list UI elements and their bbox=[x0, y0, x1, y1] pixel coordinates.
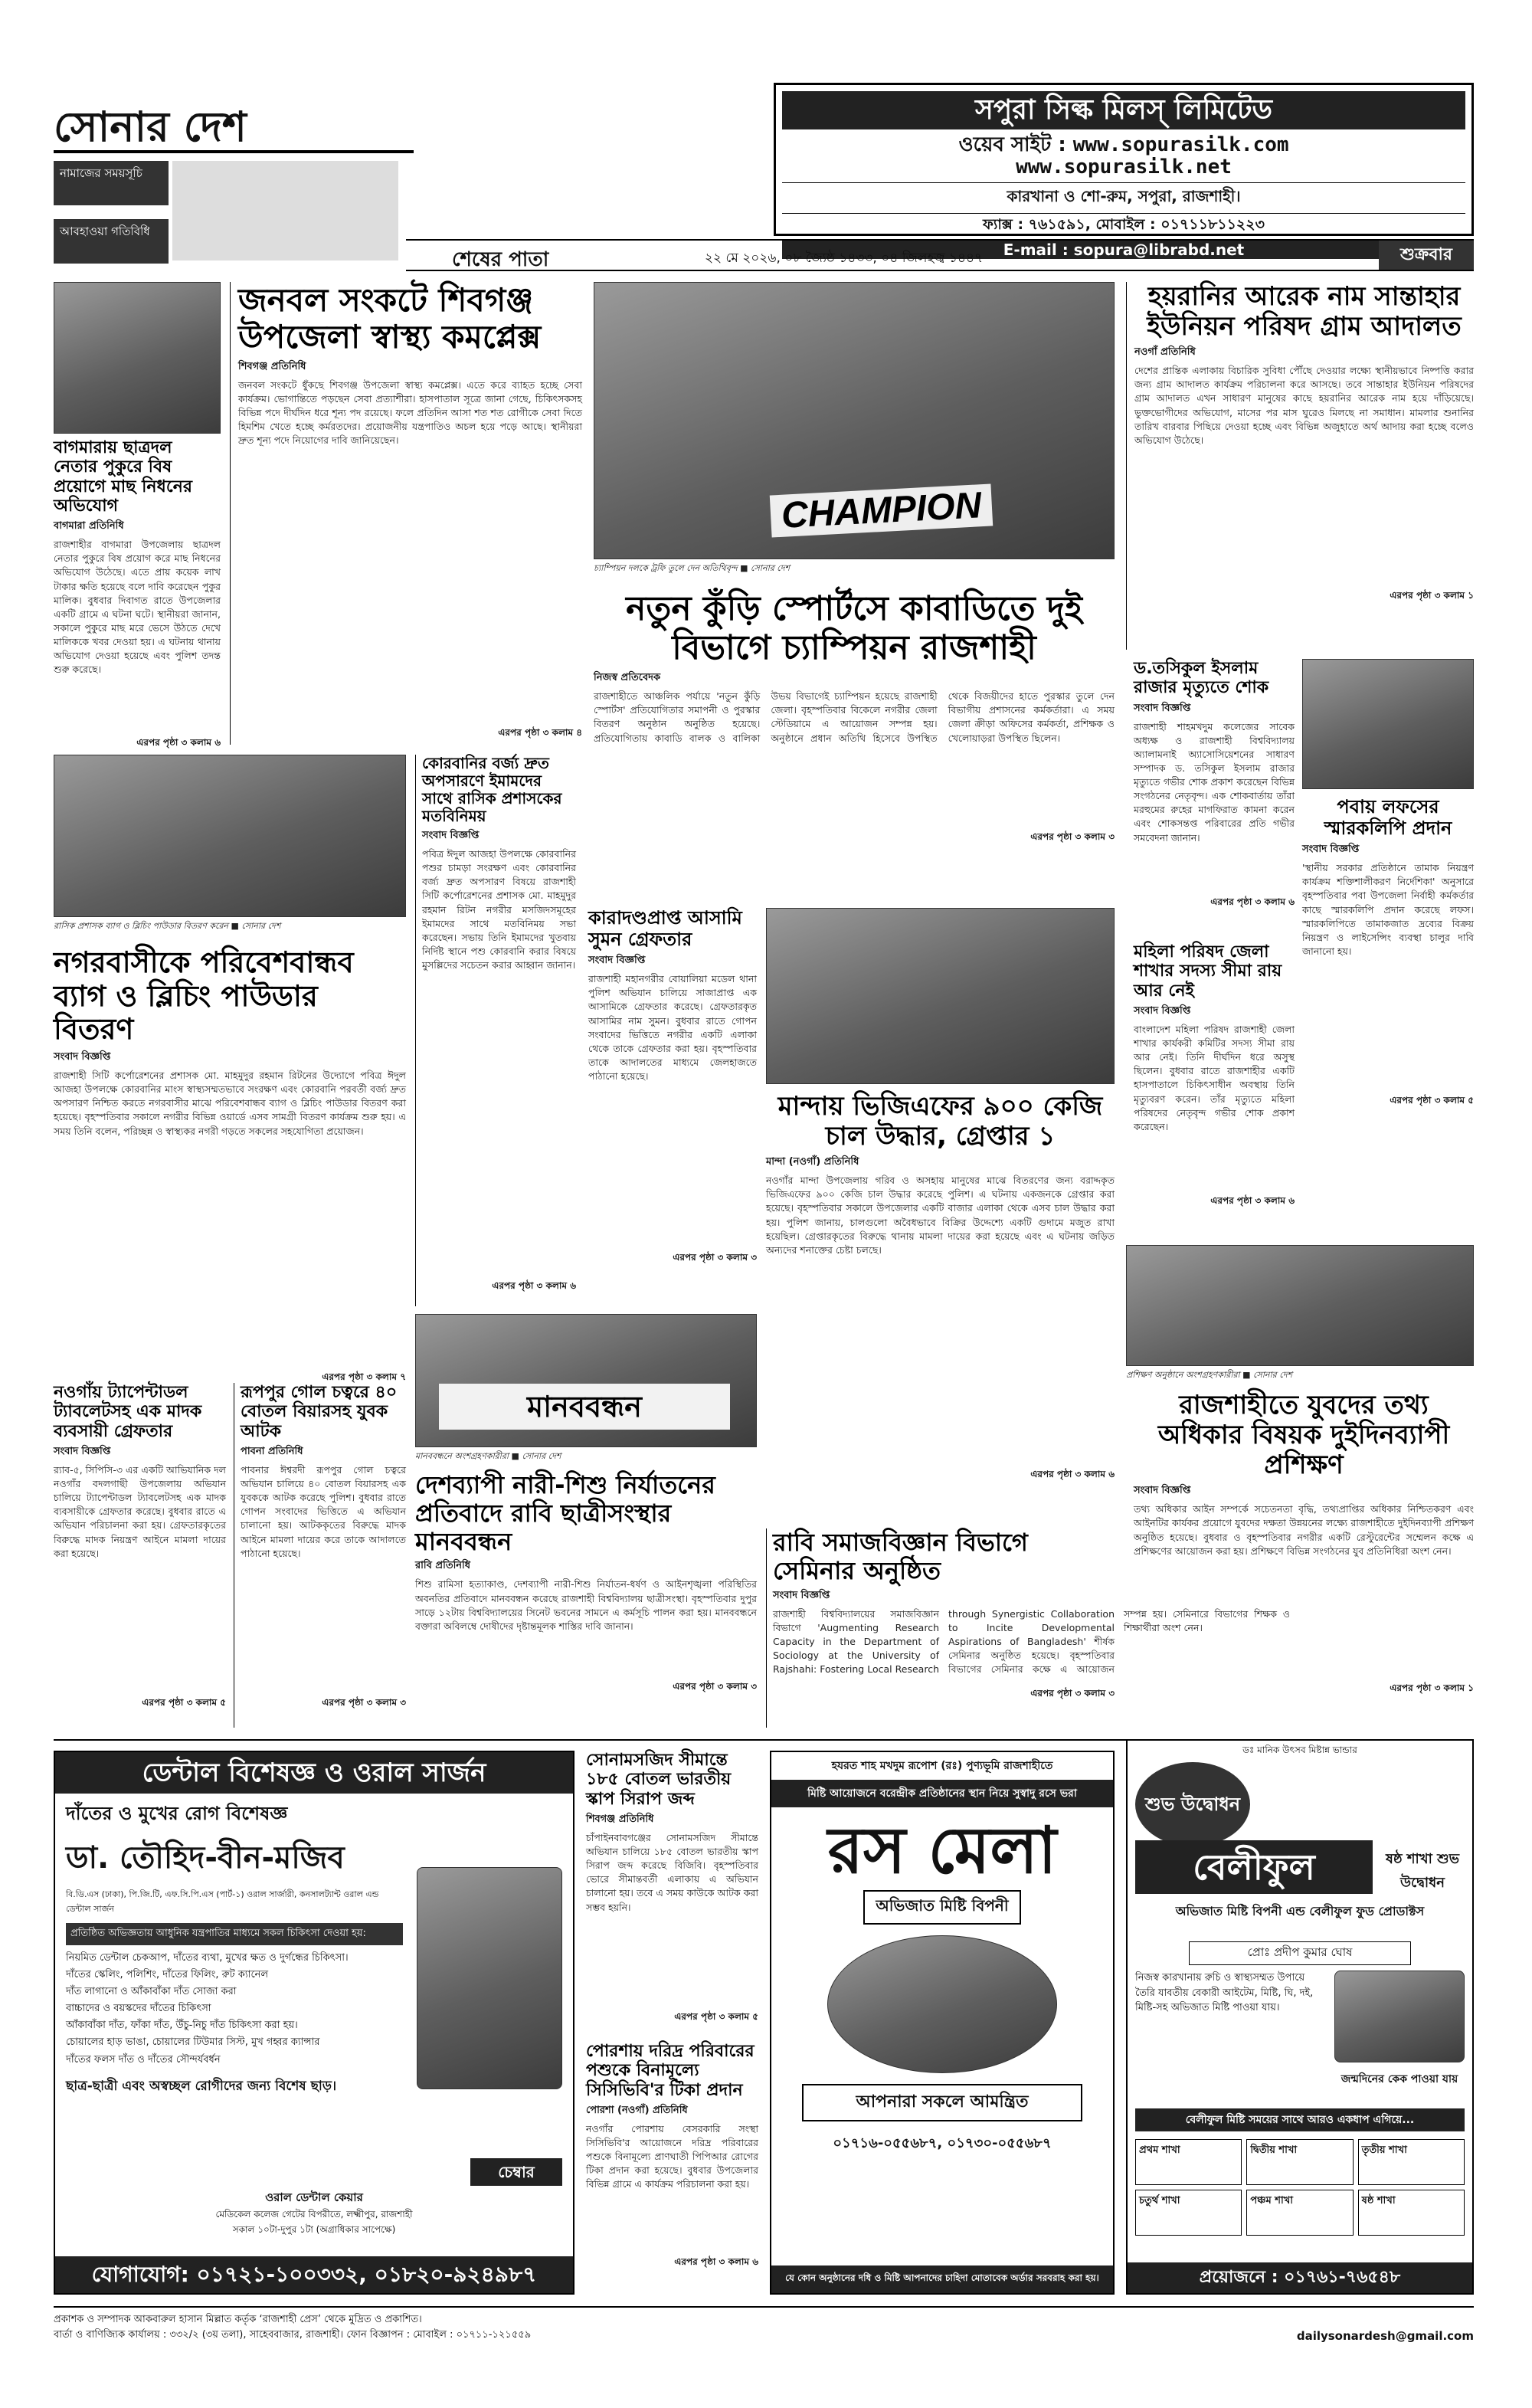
main-photo-block bbox=[594, 282, 1115, 579]
rice-sacks-photo bbox=[766, 908, 1115, 1084]
continued[interactable]: এরপর পৃষ্ঠা ৩ কলাম ৫ bbox=[674, 2010, 758, 2022]
story-kabaddi bbox=[594, 590, 1115, 896]
headline[interactable]: হয়রানির আরেক নাম সান্তাহার ইউনিয়ন পরিষদ গ্রাম আদালত bbox=[1147, 281, 1462, 342]
champion-banner: CHAMPION bbox=[770, 483, 994, 537]
service-item: দাঁতের ফলস দাঁত ও দাঁতের সৌন্দর্যবর্ধন bbox=[66, 2053, 221, 2066]
footer-email[interactable]: dailysonardesh@gmail.com bbox=[1296, 2328, 1474, 2343]
body: নওগাঁর পোরশায় বেসরকারি সংস্থা সিসিভিবি'র আয়োজনে দরিদ্র পরিবারের পশুকে বিনামূল্যে প্রাণঘাতী পিপিআর রোগের টিকা প্রদান করা হয়েছে। বুধবার উপজেলার বিভিন্ন গ্রামে এ কার্যক্রম পরিচালনা করা হয়। bbox=[586, 2122, 758, 2190]
body: 'স্থানীয় সরকার প্রতিষ্ঠানে তামাক নিয়ন্ত্রণ কার্যক্রম শক্তিশালীকরণ নির্দেশিকা' অনুসারে বৃহস্পতিবার পবা উপজেলা নির্বাহী কর্মকর্তার কাছে স্মারকলিপি প্রদান করেছে লফস। স্মারকলিপিতে তামাকজাত দ্রব্যের বিক্রয় নিয়ন্ত্রণ ও লাইসেন্সিং ব্যবস্থা চালুর দাবি জানানো হয়। bbox=[1302, 862, 1474, 957]
footer-line1: প্রকাশক ও সম্পাদক আকবারুল হাসান মিল্লাত কর্তৃক ‘রাজশাহী প্রেস’ থেকে মুদ্রিত ও প্রকাশিত। bbox=[54, 2314, 422, 2325]
services-list bbox=[66, 1950, 403, 2069]
body: রাজশাহীর বাগমারা উপজেলায় ছাত্রদল নেতার পুকুরে বিষ প্রয়োগ করে মাছ নিধনের অভিযোগ উঠেছে। এতে প্রায় কয়েক লাখ টাকার ক্ষতি হয়েছে বলে দাবি করেছেন পুকুর মালিক। বুধবার দিবাগত রাতে উপজেলার একটি গ্রামে এ ঘটনা ঘটে। স্থানীয়রা জানান, সকালে পুকুরে মাছ মরে ভেসে উঠতে দেখে মালিককে খবর দেওয়া হয়। এ ঘটনায় থানায় অভিযোগ দেওয়া হয়েছে এবং পুলিশ তদন্ত শুরু করেছে। bbox=[54, 539, 221, 676]
story-bagmara bbox=[54, 438, 221, 749]
byline: সংবাদ বিজ্ঞপ্তি bbox=[54, 1051, 111, 1063]
ad-email[interactable]: E-mail : sopura@librabd.net bbox=[782, 241, 1465, 259]
byline: সংবাদ বিজ্ঞপ্তি bbox=[773, 1589, 830, 1601]
photo-caption: প্রশিক্ষণ অনুষ্ঠানে অংশগ্রহণকারীরা ■ সোনার দেশ bbox=[1126, 1370, 1292, 1380]
service-item: চোয়ালের হাড় ভাঙা, চোয়ালের টিউমার সিস্ট, মুখ গহ্বর ক্যান্সার bbox=[66, 2036, 320, 2049]
body: নওগাঁর মান্দা উপজেলায় গরিব ও অসহায় মানুষের মাঝে বিতরণের জন্য বরাদ্দকৃত ভিজিএফের ৯০০ কেজি চাল উদ্ধার করেছে পুলিশ। এ ঘটনায় একজনকে গ্রেপ্তার করা হয়েছে। বৃহস্পতিবার সকালে উপজেলার একটি বাজার এলাকা থেকে এসব চাল উদ্ধার করা হয়। পুলিশ জানায়, চালগুলো অবৈধভাবে বিক্রির উদ্দেশ্যে একটি গুদামে মজুত রাখা হয়েছিল। গ্রেপ্তারকৃতের বিরুদ্ধে থানায় মামলা দায়ের করা হয়েছে এবং এ ঘটনায় জড়িত অন্যদের শনাক্তের চেষ্টা চলছে। bbox=[766, 1175, 1115, 1256]
continued[interactable]: এরপর পৃষ্ঠা ৩ কলাম ৩ bbox=[322, 1696, 406, 1708]
body: র‍্যাব-৫, সিপিসি-৩ এর একটি আভিযানিক দল নওগাঁর বদলগাছী উপজেলায় অভিযান চালিয়ে ট্যাপেন্টাডল ট্যাবলেটসহ এক মাদক ব্যবসায়ীকে গ্রেফতার করেছে। বুধবার রাতে এ অভিযান পরিচালনা করা হয়। গ্রেফতারকৃতের বিরুদ্ধে মাদক নিয়ন্ত্রণ আইনে মামলা দায়ের করা হয়েছে। bbox=[54, 1463, 226, 1559]
champion-team-photo bbox=[594, 282, 1115, 559]
section-bar bbox=[406, 239, 1474, 271]
body: রাজশাহী সিটি কর্পোরেশনের প্রশাসক মো. মাহমুদুর রহমান রিটনের উদ্যোগে পবিত্র ঈদুল আজহা উপলক্ষে কোরবানির মাংস স্বাস্থ্যসম্মতভাবে সংরক্ষণ এবং কোরবানি পরবর্তী বর্জ্য দ্রুত অপসারণ নিশ্চিত করতে নগরবাসীর মাঝে পরিবেশবান্ধব ব্যাগ ও ব্লিচিং পাউডার বিতরণ করা হয়েছে। বৃহস্পতিবার সকালে নগরীর বিভিন্ন ওয়ার্ডে এসব সামগ্রী বিতরণ কার্যক্রম শুরু হয়। এ সময় তিনি বলেন, পরিচ্ছন্ন ও স্বাস্থ্যকর নগরী গড়তে সকলের সহযোগিতা প্রয়োজন। bbox=[54, 1070, 406, 1137]
body: তথ্য অধিকার আইন সম্পর্কে সচেতনতা বৃদ্ধি, তথ্যপ্রাপ্তির অধিকার নিশ্চিতকরণ এবং আইনটির কার্যকর প্রয়োগে যুবদের দক্ষতা উন্নয়নের লক্ষ্যে রাজশাহীতে দুইদিনব্যাপী প্রশিক্ষণ অনুষ্ঠিত হয়েছে। বুধবার ও বৃহস্পতিবার নগরীর একটি রেস্টুরেন্টের সম্মেলন কক্ষে এ প্রশিক্ষণের আয়োজন করা হয়। প্রশিক্ষণে বিভিন্ন সংগঠনের যুব প্রতিনিধিরা অংশ নেন। bbox=[1134, 1503, 1474, 1557]
belifool-ad bbox=[1126, 1739, 1474, 2295]
beli-tag: বেলীফুল মিষ্টি সময়ের সাথে আরও একধাপ এগিয়ে... bbox=[1135, 2108, 1465, 2131]
newspaper-logo: সোনার দেশ bbox=[54, 100, 414, 153]
body: পবিত্র ঈদুল আজহা উপলক্ষে কোরবানির পশুর চামড়া সংরক্ষণ এবং কোরবানির বর্জ্য দ্রুত অপসারণ বিষয়ে রাজশাহী সিটি কর্পোরেশনের প্রশাসক মো. মাহমুদুর রহমান রিটন নগরীর মসজিদসমূহের ইমামদের সাথে মতবিনিময় সভা করেছেন। সভায় তিনি ইমামদের খুতবায় নির্দিষ্ট স্থানে পশু কোরবানি করার বিষয়ে মুসল্লিদের সচেতন করার আহ্বান জানান। bbox=[422, 848, 576, 971]
rosh-bottom: যে কোন অনুষ্ঠানের দধি ও মিষ্টি আপনাদের চাহিদা মোতাবেক অর্ডার সরবরাহ করা হয়। bbox=[771, 2265, 1113, 2293]
ad-contact: ফ্যাক্স : ৭৬১৫৯১, মোবাইল : ০১৭১১৮১১২২৩ bbox=[782, 213, 1465, 238]
rosh-top: হযরত শাহ মখদুম রূপোশ (রঃ) পুণ্যভূমি রাজশাহীতে bbox=[831, 1760, 1053, 1772]
headline[interactable]: মান্দায় ভিজিএফের ৯০০ কেজি চাল উদ্ধার, গ্রেপ্তার ১ bbox=[777, 1091, 1103, 1152]
footer bbox=[54, 2306, 1474, 2352]
continued[interactable]: এরপর পৃষ্ঠা ৩ কলাম ৬ bbox=[492, 1280, 576, 1291]
body: দেশের প্রান্তিক এলাকায় বিচারিক সুবিধা পৌঁছে দেওয়ার লক্ষ্যে স্থানীয়ভাবে নিষ্পত্তি করার জন্য গ্রাম আদালত কার্যক্রম পরিচালনা করে আসছে। তবে সান্তাহার ইউনিয়ন পরিষদের গ্রাম আদালত এখন সাধারণ মানুষের কাছে হয়রানির আরেক নাম হয়ে দাঁড়িয়েছে। ভুক্তভোগীদের অভিযোগ, মাসের পর মাস ঘুরেও মিলছে না সমাধান। মামলার শুনানির তারিখ বারবার পিছিয়ে দেওয়া হচ্ছে এবং বিভিন্ন অজুহাতে অর্থ আদায় করা হচ্ছে বলেও অভিযোগ উঠেছে। bbox=[1134, 365, 1474, 446]
byline: নওগাঁ প্রতিনিধি bbox=[1134, 346, 1196, 359]
branch-3: তৃতীয় শাখা bbox=[1358, 2139, 1465, 2185]
service-item: দাঁত লাগানো ও আঁকাবাঁকা দাঁত সোজা করা bbox=[66, 1986, 237, 1998]
continued[interactable]: এরপর পৃষ্ঠা ৩ কলাম ৫ bbox=[142, 1696, 226, 1708]
beli-phone[interactable]: প্রয়োজনে : ০১৭৬১-৭৬৫৪৮ bbox=[1128, 2262, 1472, 2293]
branch-2: দ্বিতীয় শাখা bbox=[1246, 2139, 1353, 2185]
story-porsha-vaccine bbox=[586, 2042, 758, 2295]
service-item: বাচ্চাদের ও বয়স্কদের দাঁতের চিকিৎসা bbox=[66, 2003, 211, 2015]
chamber-label: চেম্বার bbox=[470, 2158, 562, 2186]
continued[interactable]: এরপর পৃষ্ঠা ৩ কলাম ৩ bbox=[1030, 831, 1115, 843]
continued[interactable]: এরপর পৃষ্ঠা ৩ কলাম ১ bbox=[1390, 1682, 1474, 1694]
left-photo-block bbox=[54, 755, 406, 939]
continued[interactable]: এরপর পৃষ্ঠা ৩ কলাম ৩ bbox=[673, 1252, 757, 1263]
beli-badge: শুভ উদ্বোধন bbox=[1135, 1762, 1250, 1846]
photo-caption: চ্যাম্পিয়ন দলকে ট্রফি তুলে দেন অতিথিবৃন্দ ■ সোনার দেশ bbox=[594, 563, 791, 573]
ad-company-name: সপুরা সিল্ক মিলস্ লিমিটেড bbox=[782, 91, 1465, 129]
story-sonamasjid bbox=[586, 1751, 758, 2034]
photo-caption: রাসিক প্রশাসক ব্যাগ ও ব্লিচিং পাউডার বিতরণ করেন ■ সোনার দেশ bbox=[54, 921, 281, 931]
byline: পাবনা প্রতিনিধি bbox=[241, 1445, 303, 1457]
headline[interactable]: পবায় লফসের স্মারকলিপি প্রদান bbox=[1324, 796, 1452, 839]
byline: সংবাদ বিজ্ঞপ্তি bbox=[1134, 1485, 1191, 1497]
rosh-invite: আপনারা সকলে আমন্ত্রিত bbox=[802, 2084, 1082, 2121]
byline: সংবাদ বিজ্ঞপ্তি bbox=[422, 830, 480, 841]
doctor-name: ডা. তৌহিদ-বীন-মজিব bbox=[66, 1840, 345, 1876]
continued[interactable]: এরপর পৃষ্ঠা ৩ কলাম ১ bbox=[1390, 590, 1474, 601]
byline: রাবি প্রতিনিধি bbox=[415, 1560, 471, 1572]
story-vgf-rice bbox=[766, 1092, 1115, 1521]
memorandum-photo bbox=[1302, 659, 1474, 789]
rosh-name: রস মেলা bbox=[827, 1813, 1057, 1888]
issue-date: ২২ মে ২০২৬, ০৮ জ্যৈষ্ঠ ১৪৩৩, ০৪ জিলহজ্ব ১৪৪৭ bbox=[705, 251, 984, 266]
footer-line2: বার্তা ও বাণিজ্যিক কার্যালয় : ৩৩২/২ (৩য় তলা), সাহেববাজার, রাজশাহী। ফোন বিজ্ঞাপন : মোবাইল : ০১৭১১-১২১৫৫৯ bbox=[54, 2328, 532, 2341]
headline[interactable]: কারাদণ্ডপ্রাপ্ত আসামি সুমন গ্রেফতার bbox=[588, 907, 742, 950]
service-item: দাঁতের স্কেলিং, পলিশিং, দাঁতের ফিলিং, রুট ক্যানেল bbox=[66, 1969, 269, 1981]
bag-distribution-photo bbox=[54, 755, 406, 917]
discount-note: ছাত্র-ছাত্রী এবং অস্বচ্ছল রোগীদের জন্য বিশেষ ছাড়। bbox=[66, 2078, 337, 2094]
headline[interactable]: নগরবাসীকে পরিবেশবান্ধব ব্যাগ ও ব্লিচিং পাউডার বিতরণ bbox=[54, 945, 354, 1047]
tooth-image bbox=[417, 1867, 562, 2089]
headline[interactable]: দেশব্যাপী নারী-শিশু নির্যাতনের প্রতিবাদে রাবি ছাত্রীসংস্থার মানববন্ধন bbox=[415, 1470, 715, 1556]
beli-branch: ষষ্ঠ শাখা শুভ উদ্বোধন bbox=[1385, 1851, 1459, 1891]
human-chain-photo bbox=[415, 1314, 757, 1447]
doctor-quals: বি.ডি.এস (ঢাকা), পি.জি.টি, এফ.সি.পি.এস (পার্ট-১) ওরাল সার্জারী, কনসালট্যান্ট ওরাল এন্ড ডেন্টাল সার্জন bbox=[66, 1889, 379, 1914]
story-suman-arrest bbox=[588, 908, 757, 1306]
story-rooppur-beer bbox=[234, 1383, 406, 1728]
continued[interactable]: এরপর পৃষ্ঠা ৩ কলাম ৬ bbox=[1210, 896, 1295, 907]
clinic-address: মেডিকেল কলেজ গেটের বিপরীতে, লক্ষ্মীপুর, রাজশাহী bbox=[215, 2209, 413, 2220]
body: জনবল সংকটে ধুঁকছে শিবগঞ্জ উপজেলা স্বাস্থ্য কমপ্লেক্স। এতে করে ব্যাহত হচ্ছে সেবা কার্যক্রম। ভোগান্তিতে পড়ছেন সেবা প্রত্যাশীরা। হাসপাতাল সূত্রে জানা গেছে, চিকিৎসকসহ বিভিন্ন পদে দীর্ঘদিন ধরে শূন্য পদ রয়েছে। ফলে প্রতিদিন আসা শত শত রোগীকে সেবা দিতে হিমশিম খেতে হচ্ছে কর্মরতদের। প্রয়োজনীয় যন্ত্রপাতিও অচল হয়ে পড়ে আছে। স্থানীয়রা দ্রুত শূন্য পদে নিয়োগের দাবি জানিয়েছেন। bbox=[238, 378, 582, 447]
continued[interactable]: এরপর পৃষ্ঠা ৩ কলাম ৬ bbox=[674, 2256, 758, 2267]
continued[interactable]: এরপর পৃষ্ঠা ৩ কলাম ৭ bbox=[322, 1371, 406, 1383]
beli-prop: প্রোঃ প্রদীপ কুমার ঘোষ bbox=[1189, 1941, 1411, 1965]
body: বাংলাদেশ মহিলা পরিষদ রাজশাহী জেলা শাখার কার্যকরী কমিটির সদস্য সীমা রায় আর নেই। তিনি দীর্ঘদিন ধরে অসুস্থ ছিলেন। বুধবার রাতে রাজশাহীর একটি হাসপাতালে চিকিৎসাধীন অবস্থায় তিনি মৃত্যুবরণ করেন। তাঁর মৃত্যুতে মহিলা পরিষদের নেতৃবৃন্দ গভীর শোক প্রকাশ করেছেন। bbox=[1134, 1023, 1295, 1132]
human-chain-photo-block bbox=[415, 1314, 757, 1466]
sweets-photo bbox=[827, 1935, 1057, 2073]
story-sociology-seminar bbox=[766, 1528, 1290, 1728]
section-title: শেষের পাতা bbox=[452, 248, 549, 271]
clinic-name: ওরাল ডেন্টাল কেয়ার bbox=[265, 2190, 363, 2204]
continued[interactable]: এরপর পৃষ্ঠা ৩ কলাম ৫ bbox=[1390, 1095, 1474, 1106]
service-item: নিয়মিত ডেন্টাল চেকআপ, দাঁতের ব্যথা, মুখের ক্ষত ও দুর্গন্ধের চিকিৎসা। bbox=[66, 1952, 349, 1964]
branch-grid bbox=[1135, 2139, 1465, 2236]
ad-web2[interactable]: www.sopurasilk.net bbox=[1016, 155, 1232, 179]
headline[interactable]: সোনামসজিদ সীমান্তে ১৮৫ বোতল ভারতীয় স্কাপ সিরাপ জব্দ bbox=[586, 1751, 732, 1809]
story-santahar bbox=[1126, 282, 1474, 650]
continued[interactable]: এরপর পৃষ্ঠা ৩ কলাম ৬ bbox=[1210, 1194, 1295, 1206]
story-sima-roy bbox=[1126, 942, 1295, 1233]
rosh-phones[interactable]: ০১৭১৬-০৫৫৬৮৭, ০১৭৩০-০৫৫৬৮৭ bbox=[833, 2135, 1052, 2152]
story-lofs bbox=[1302, 797, 1474, 1134]
body: রাজশাহী শাহমখদুম কলেজের সাবেক অধ্যক্ষ ও রাজশাহী বিশ্ববিদ্যালয় অ্যালামনাই অ্যাসোসিয়েশনের সাধারণ সম্পাদক ড. তসিকুল ইসলাম রাজার মৃত্যুতে গভীর শোক প্রকাশ করেছেন বিভিন্ন সংগঠনের নেতৃবৃন্দ। এক শোকবার্তায় তাঁরা মরহুমের রুহের মাগফিরাত কামনা করেন এবং শোকসন্তপ্ত পরিবারের প্রতি গভীর সমবেদনা জানান। bbox=[1134, 720, 1295, 844]
dental-header: ডেন্টাল বিশেষজ্ঞ ও ওরাল সার্জন bbox=[55, 1752, 573, 1794]
story-rabi-protest bbox=[415, 1471, 757, 1728]
body: শিশু রামিসা হত্যাকাণ্ড, দেশব্যাপী নারী-শিশু নির্যাতন-ধর্ষণ ও আইনশৃঙ্খলা পরিস্থিতির অবনতির প্রতিবাদে মানববন্ধন করেছে রাজশাহী বিশ্ববিদ্যালয় ছাত্রীসংস্থা। বৃহস্পতিবার দুপুর সাড়ে ১২টায় বিশ্ববিদ্যালয়ের সিনেট ভবনের সামনে এ কর্মসূচি পালন করা হয়। মানববন্ধনে বক্তারা অবিলম্বে দোষীদের দৃষ্টান্তমূলক শাস্তির দাবি জানান। bbox=[415, 1578, 757, 1632]
branch-4: চতুর্থ শাখা bbox=[1135, 2190, 1242, 2236]
beli-cake: জন্মদিনের কেক পাওয়া যায় bbox=[1340, 2073, 1458, 2085]
ad-web-label: ওয়েব সাইট : bbox=[958, 133, 1066, 156]
byline: সংবাদ বিজ্ঞপ্তি bbox=[1134, 1004, 1191, 1017]
headline[interactable]: পোরশায় দরিদ্র পরিবারের পশুকে বিনামূল্যে সিসিভিবি'র টিকা প্রদান bbox=[586, 2042, 755, 2100]
human-chain-banner: মানববন্ধন bbox=[439, 1384, 730, 1430]
byline: সংবাদ বিজ্ঞপ্তি bbox=[588, 955, 646, 967]
byline: বাগমারা প্রতিনিধি bbox=[54, 520, 124, 532]
ad-factory: কারখানা ও শো-রুম, সপুরা, রাজশাহী। bbox=[782, 182, 1465, 211]
story-rti-training bbox=[1126, 1391, 1474, 1728]
dental-contact[interactable]: যোগাযোগ: ০১৭২১-১০০৩৩২, ০১৮২০-৯২৪৯৮৭ bbox=[55, 2256, 573, 2293]
fish-photo bbox=[54, 282, 221, 434]
services-banner: প্রতিষ্ঠিত অভিজ্ঞতায় আধুনিক যন্ত্রপাতির মাধ্যমে সকল চিকিৎসা দেওয়া হয়: bbox=[66, 1923, 403, 1945]
headline[interactable]: কোরবানির বর্জ্য দ্রুত অপসারণে ইমামদের সাথে রাসিক প্রশাসকের মতবিনিময় bbox=[422, 754, 562, 825]
continued[interactable]: এরপর পৃষ্ঠা ৩ কলাম ৬ bbox=[136, 737, 221, 749]
beli-name: বেলীফুল bbox=[1135, 1840, 1373, 1894]
byline: মান্দা (নওগাঁ) প্রতিনিধি bbox=[766, 1156, 859, 1168]
menu-weather[interactable]: আবহাওয়া গতিবিধি bbox=[54, 219, 169, 264]
byline: শিবগঞ্জ প্রতিনিধি bbox=[238, 360, 306, 372]
headline[interactable]: ড.তসিকুল ইসলাম রাজার মৃত্যুতে শোক bbox=[1134, 659, 1269, 698]
headline[interactable]: রূপপুর গোল চত্বরে ৪০ বোতল বিয়ারসহ যুবক আটক bbox=[241, 1383, 398, 1441]
byline: সংবাদ বিজ্ঞপ্তি bbox=[1134, 702, 1191, 714]
byline: পোরশা (নওগাঁ) প্রতিনিধি bbox=[586, 2104, 688, 2116]
headline[interactable]: জনবল সংকটে শিবগঞ্জ উপজেলা স্বাস্থ্য কমপ্লেক্স bbox=[238, 281, 542, 356]
byline: শিবগঞ্জ প্রতিনিধি bbox=[586, 1813, 654, 1825]
byline: নিজস্ব প্রতিবেদক bbox=[594, 672, 661, 684]
beli-desc: নিজস্ব কারখানায় রুচি ও স্বাস্থ্যসম্মত উপায়ে তৈরি যাবতীয় বেকারী আইটেম, মিষ্টি, ঘি, দই, মিষ্টি-সহ অভিজাত মিষ্টি পাওয়া যায়। bbox=[1135, 1972, 1314, 2013]
body: রাজশাহী বিশ্ববিদ্যালয়ের সমাজবিজ্ঞান বিভাগে 'Augmenting Research Capacity in the Department of Sociology at the University of Rajshahi: Fostering Local Research through Synergistic Collaboration to Incite Developmental Aspirations of Bangladesh' শীর্ষক সেমিনার অনুষ্ঠিত হয়েছে। বৃহস্পতিবার বিভাগের সেমিনার কক্ষে এ আয়োজন সম্পন্ন হয়। সেমিনারে বিভাগের শিক্ষক ও শিক্ষার্থীরা অংশ নেন। bbox=[773, 1607, 1290, 1676]
headline[interactable]: রাজশাহীতে যুবদের তথ্য অধিকার বিষয়ক দুইদিনব্যাপী প্রশিক্ষণ bbox=[1157, 1390, 1450, 1481]
headline[interactable]: মহিলা পরিষদ জেলা শাখার সদস্য সীমা রায় আর নেই bbox=[1134, 942, 1282, 1001]
issue-day: শুক্রবার bbox=[1379, 241, 1474, 270]
rosh-tag: মিষ্টি আয়োজনে বরেন্দ্রীক প্রতিষ্ঠানের স্থান নিয়ে সুস্বাদু রসে ভরা bbox=[771, 1780, 1113, 1807]
story-tapentadol bbox=[54, 1383, 226, 1728]
continued[interactable]: এরপর পৃষ্ঠা ৩ কলাম ৩ bbox=[1030, 1687, 1115, 1699]
training-photo-block bbox=[1126, 1245, 1474, 1383]
byline: সংবাদ বিজ্ঞপ্তি bbox=[54, 1445, 111, 1457]
beli-top: ডঃ মানিক উৎসব মিষ্টান্ন ভান্ডার bbox=[1242, 1745, 1357, 1755]
story-shibganj-health bbox=[230, 282, 582, 745]
rosh-mela-ad bbox=[770, 1751, 1115, 2295]
headline[interactable]: নওগাঁয় ট্যাপেন্টাডল ট্যাবলেটসহ এক মাদক ব্যবসায়ী গ্রেফতার bbox=[54, 1383, 202, 1441]
continued[interactable]: এরপর পৃষ্ঠা ৩ কলাম ৪ bbox=[498, 726, 582, 738]
body: চাঁপাইনবাবগঞ্জের সোনামসজিদ সীমান্তে অভিযান চালিয়ে ১৮৫ বোতল ভারতীয় স্কাপ সিরাপ জব্দ করেছে বিজিবি। বৃহস্পতিবার ভোরে সীমান্তবর্তী এলাকায় এ অভিযান চালানো হয়। তবে এ সময় কাউকে আটক করা সম্ভব হয়নি। bbox=[586, 1831, 758, 1913]
cake-photo bbox=[1334, 1971, 1465, 2062]
menu-prayer[interactable]: নামাজের সময়সূচি bbox=[54, 161, 169, 205]
story-condolence bbox=[1126, 659, 1295, 935]
byline: সংবাদ বিজ্ঞপ্তি bbox=[1302, 844, 1360, 856]
photo-caption: মানববন্ধনে অংশগ্রহণকারীরা ■ সোনার দেশ bbox=[415, 1451, 561, 1461]
branch-1: প্রথম শাখা bbox=[1135, 2139, 1242, 2185]
continued[interactable]: এরপর পৃষ্ঠা ৩ কলাম ৩ bbox=[673, 1681, 757, 1692]
training-photo bbox=[1126, 1245, 1474, 1366]
branch-6: ষষ্ঠ শাখা bbox=[1358, 2190, 1465, 2236]
body: রাজশাহীতে আঞ্চলিক পর্যায়ে 'নতুন কুঁড়ি স্পোর্টস' প্রতিযোগিতার সমাপনী ও পুরস্কার বিতরণ অনুষ্ঠান অনুষ্ঠিত হয়েছে। প্রতিযোগিতায় কাবাডি বালক ও বালিকা উভয় বিভাগেই চ্যাম্পিয়ন হয়েছে রাজশাহী জেলা। বৃহস্পতিবার বিকেলে নগরীর জেলা স্টেডিয়ামে এ আয়োজন সম্পন্ন হয়। অনুষ্ঠানে প্রধান অতিথি হিসেবে উপস্থিত থেকে বিজয়ীদের হাতে পুরস্কার তুলে দেন বিভাগীয় প্রশাসনের কর্মকর্তারা। এ সময় জেলা ক্রীড়া অফিসের কর্মকর্তা, প্রশিক্ষক ও খেলোয়াড়রা উপস্থিত ছিলেন। bbox=[594, 690, 1115, 744]
headline[interactable]: রাবি সমাজবিজ্ঞান বিভাগে সেমিনার অনুষ্ঠিত bbox=[773, 1528, 1028, 1585]
rosh-sub: অভিজাত মিষ্টি বিপনী bbox=[863, 1890, 1020, 1925]
service-item: আঁকাবাঁকা দাঁত, ফাঁকা দাঁত, উঁচু-নিচু দাঁত চিকিৎসা করা হয়। bbox=[66, 2020, 298, 2032]
dental-sub: দাঁতের ও মুখের রোগ বিশেষজ্ঞ bbox=[66, 1803, 288, 1824]
branch-5: পঞ্চম শাখা bbox=[1246, 2190, 1353, 2236]
continued[interactable]: এরপর পৃষ্ঠা ৩ কলাম ৬ bbox=[1030, 1469, 1115, 1480]
body: পাবনার ঈশ্বরদী রূপপুর গোল চত্বরে অভিযান চালিয়ে ৪০ বোতল বিয়ারসহ এক যুবককে আটক করেছে পুলিশ। বুধবার রাতে গোপন সংবাদের ভিত্তিতে এ অভিযান চালানো হয়। আটককৃতের বিরুদ্ধে মাদক আইনে মামলা দায়ের করে তাকে আদালতে পাঠানো হয়েছে। bbox=[241, 1463, 406, 1559]
clinic-hours: সকাল ১০টা-দুপুর ১টা (অগ্রাধিকার সাপেক্ষে) bbox=[232, 2224, 396, 2235]
beli-sub: অভিজাত মিষ্টি বিপনী এন্ড বেলীফুল ফুড প্রোডাক্টস bbox=[1175, 1904, 1425, 1918]
story-imam-meeting bbox=[415, 755, 576, 1306]
headline[interactable]: নতুন কুঁড়ি স্পোর্টসে কাবাডিতে দুই বিভাগে চ্যাম্পিয়ন রাজশাহী bbox=[626, 589, 1082, 667]
body: রাজশাহী মহানগরীর বোয়ালিয়া মডেল থানা পুলিশ অভিযান চালিয়ে সাজাপ্রাপ্ত এক আসামিকে গ্রেফতার করেছে। গ্রেফতারকৃত আসামির নাম সুমন। বুধবার রাতে গোপন সংবাদের ভিত্তিতে নগরীর একটি এলাকা থেকে তাকে গ্রেফতার করা হয়। বৃহস্পতিবার তাকে আদালতের মাধ্যমে জেলহাজতে পাঠানো হয়েছে। bbox=[588, 973, 757, 1083]
story-eco-bags bbox=[54, 945, 406, 1383]
masthead-gray-box bbox=[172, 161, 398, 260]
headline[interactable]: বাগমারায় ছাত্রদল নেতার পুকুরে বিষ প্রয়োগে মাছ নিধনের অভিযোগ bbox=[54, 438, 192, 516]
ad-web1[interactable]: www.sopurasilk.com bbox=[1072, 133, 1289, 156]
dental-ad bbox=[54, 1751, 574, 2295]
